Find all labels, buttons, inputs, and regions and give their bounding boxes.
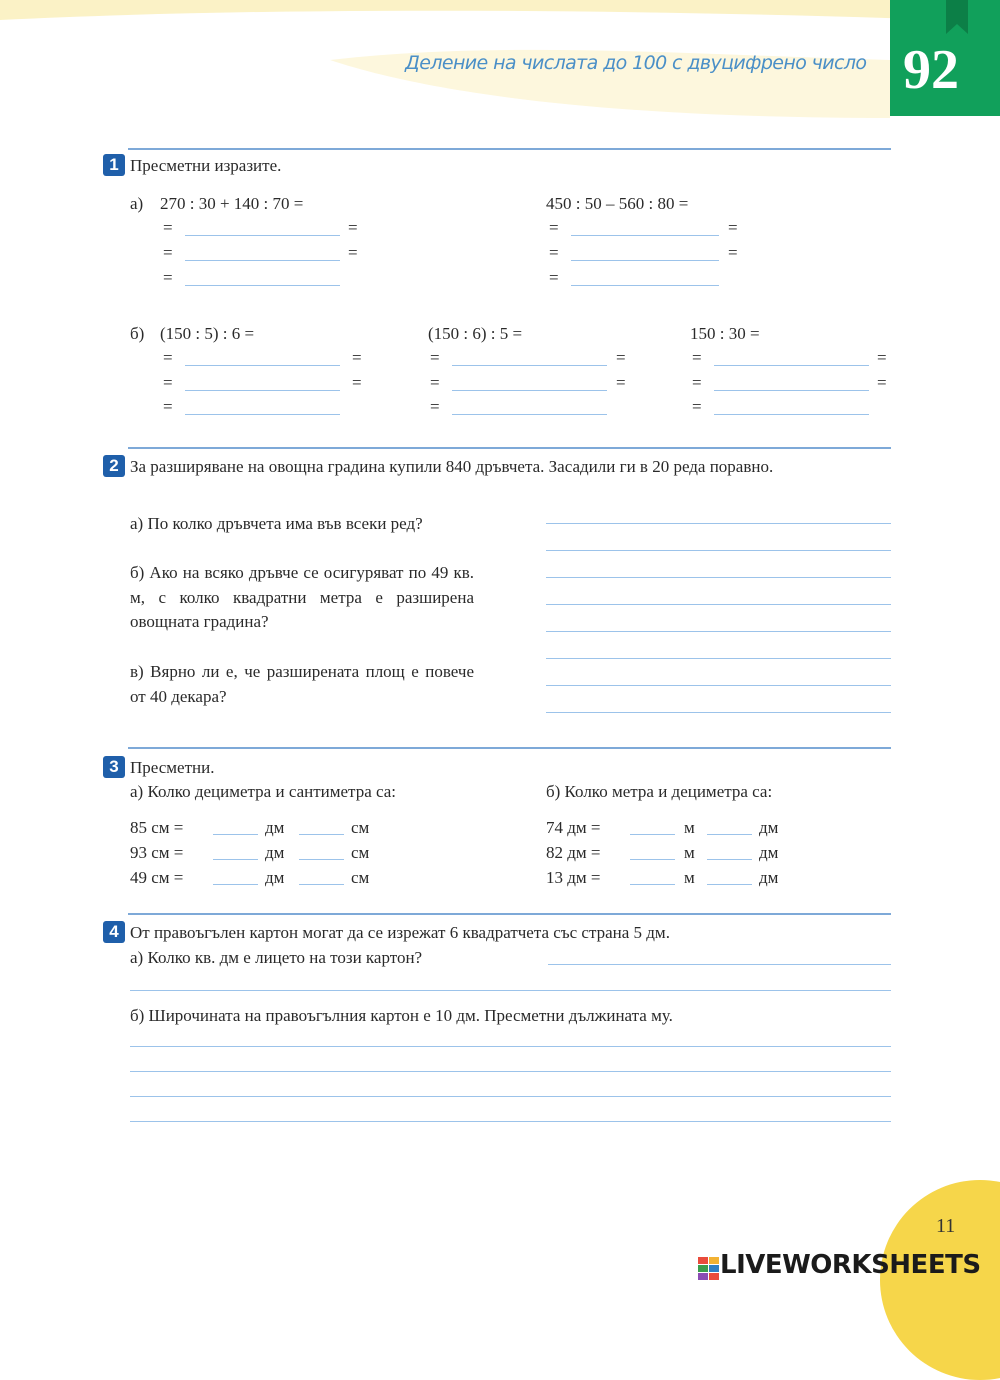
chapter-title: Деление на числата до 100 с двуцифрено число xyxy=(405,52,867,74)
answer-line[interactable] xyxy=(546,550,891,551)
equals-sign: = xyxy=(549,243,559,262)
task2-question-c: в) Вярно ли е, че разширената площ е повече от 40 декара? xyxy=(130,662,474,706)
equals-sign: = xyxy=(352,348,362,367)
answer-line[interactable] xyxy=(185,235,340,236)
equals-sign: = xyxy=(692,397,702,416)
answer-line[interactable] xyxy=(185,414,340,415)
answer-line[interactable] xyxy=(299,859,344,860)
answer-line[interactable] xyxy=(546,523,891,524)
equals-sign: = xyxy=(692,348,702,367)
task-number-2: 2 xyxy=(103,455,125,477)
equals-sign: = xyxy=(616,373,626,392)
answer-line[interactable] xyxy=(185,260,340,261)
task3-a-heading: а) Колко дециметра и сантиметра са: xyxy=(130,782,397,801)
liveworksheets-logo[interactable] xyxy=(698,1250,981,1280)
task2-text: За разширяване на овощна градина купили 840 дръвчета. Засадили ги в 20 реда поравно. xyxy=(130,457,774,476)
task-number-1: 1 xyxy=(103,154,125,176)
equals-sign: = xyxy=(549,268,559,287)
answer-line[interactable] xyxy=(130,1046,891,1047)
equals-sign: = xyxy=(549,218,559,237)
equals-sign: = xyxy=(728,218,738,237)
equals-sign: = xyxy=(430,397,440,416)
answer-line[interactable] xyxy=(707,859,752,860)
task-number-3: 3 xyxy=(103,756,125,778)
answer-line[interactable] xyxy=(548,964,891,965)
equals-sign: = xyxy=(430,348,440,367)
answer-line[interactable] xyxy=(546,631,891,632)
answer-line[interactable] xyxy=(546,658,891,659)
task3-a-row: 49 см = xyxy=(130,868,184,887)
task1-instruction: Пресметни изразите. xyxy=(130,156,282,175)
answer-line[interactable] xyxy=(130,1071,891,1072)
unit-dm: дм xyxy=(265,868,285,887)
answer-line[interactable] xyxy=(130,990,891,991)
task1-b-label: б) xyxy=(130,324,145,343)
section-rule xyxy=(128,447,891,449)
answer-line[interactable] xyxy=(546,604,891,605)
logo-blocks-icon xyxy=(698,1257,720,1281)
answer-line[interactable] xyxy=(213,859,258,860)
section-rule xyxy=(128,148,891,150)
answer-line[interactable] xyxy=(452,390,607,391)
answer-line[interactable] xyxy=(571,235,719,236)
equals-sign: = xyxy=(348,243,358,262)
equals-sign: = xyxy=(163,218,173,237)
answer-line[interactable] xyxy=(714,365,869,366)
equals-sign: = xyxy=(163,397,173,416)
equals-sign: = xyxy=(163,348,173,367)
answer-line[interactable] xyxy=(630,834,675,835)
answer-line[interactable] xyxy=(130,1121,891,1122)
answer-line[interactable] xyxy=(707,834,752,835)
task-number-4: 4 xyxy=(103,921,125,943)
page-number: 11 xyxy=(936,1215,956,1237)
unit-dm: дм xyxy=(759,843,779,862)
equals-sign: = xyxy=(616,348,626,367)
unit-dm: дм xyxy=(759,818,779,837)
task1-a-label: а) xyxy=(130,194,144,213)
task4-text: От правоъгълен картон могат да се изрежат 6 квадратчета със страна 5 дм. xyxy=(130,923,670,942)
bookmark-icon xyxy=(944,0,970,36)
task1-b-expression-2: (150 : 6) : 5 = xyxy=(428,324,523,343)
section-rule xyxy=(128,913,891,915)
task4-question-a: а) Колко кв. дм е лицето на този картон? xyxy=(130,948,423,967)
unit-cm: см xyxy=(351,868,370,887)
answer-line[interactable] xyxy=(546,685,891,686)
equals-sign: = xyxy=(163,373,173,392)
unit-dm: дм xyxy=(759,868,779,887)
equals-sign: = xyxy=(430,373,440,392)
equals-sign: = xyxy=(877,373,887,392)
task3-a-row: 93 см = xyxy=(130,843,184,862)
task3-b-row: 74 дм = xyxy=(546,818,601,837)
answer-line[interactable] xyxy=(185,285,340,286)
chapter-number: 92 xyxy=(903,39,959,101)
task4-question-b: б) Широчината на правоъгълния картон е 10 дм. Пресметни дължината му. xyxy=(130,1006,673,1025)
unit-m: м xyxy=(684,868,695,887)
answer-line[interactable] xyxy=(130,1096,891,1097)
answer-line[interactable] xyxy=(630,884,675,885)
answer-line[interactable] xyxy=(452,414,607,415)
unit-cm: см xyxy=(351,843,370,862)
task3-b-heading: б) Колко метра и дециметра са: xyxy=(546,782,773,801)
equals-sign: = xyxy=(692,373,702,392)
task1-a-expression-1: 270 : 30 + 140 : 70 = xyxy=(160,194,304,213)
answer-line[interactable] xyxy=(571,260,719,261)
answer-line[interactable] xyxy=(185,390,340,391)
answer-line[interactable] xyxy=(299,884,344,885)
answer-line[interactable] xyxy=(299,834,344,835)
unit-dm: дм xyxy=(265,843,285,862)
answer-line[interactable] xyxy=(707,884,752,885)
equals-sign: = xyxy=(348,218,358,237)
answer-line[interactable] xyxy=(213,884,258,885)
section-rule xyxy=(128,747,891,749)
answer-line[interactable] xyxy=(630,859,675,860)
task3-b-row: 13 дм = xyxy=(546,868,601,887)
answer-line[interactable] xyxy=(571,285,719,286)
answer-line[interactable] xyxy=(546,577,891,578)
answer-line[interactable] xyxy=(185,365,340,366)
answer-line[interactable] xyxy=(452,365,607,366)
equals-sign: = xyxy=(877,348,887,367)
equals-sign: = xyxy=(352,373,362,392)
unit-m: м xyxy=(684,818,695,837)
task2-question-a: а) По колко дръвчета има във всеки ред? xyxy=(130,514,423,533)
equals-sign: = xyxy=(163,243,173,262)
task1-b-expression-1: (150 : 5) : 6 = xyxy=(160,324,255,343)
task2-question-b: б) Ако на всяко дръвче се осигуряват по 49 кв. м, с колко квадратни метра е разширена овощната градина? xyxy=(130,563,474,631)
answer-line[interactable] xyxy=(714,414,869,415)
unit-cm: см xyxy=(351,818,370,837)
unit-m: м xyxy=(684,843,695,862)
equals-sign: = xyxy=(728,243,738,262)
equals-sign: = xyxy=(163,268,173,287)
answer-line[interactable] xyxy=(546,712,891,713)
task1-a-expression-2: 450 : 50 – 560 : 80 = xyxy=(546,194,689,213)
answer-line[interactable] xyxy=(714,390,869,391)
brand-name: LIVEWORKSHEETS xyxy=(720,1250,981,1280)
answer-line[interactable] xyxy=(213,834,258,835)
task3-b-row: 82 дм = xyxy=(546,843,601,862)
unit-dm: дм xyxy=(265,818,285,837)
task1-b-expression-3: 150 : 30 = xyxy=(690,324,760,343)
task3-a-row: 85 см = xyxy=(130,818,184,837)
task3-instruction: Пресметни. xyxy=(130,758,215,777)
